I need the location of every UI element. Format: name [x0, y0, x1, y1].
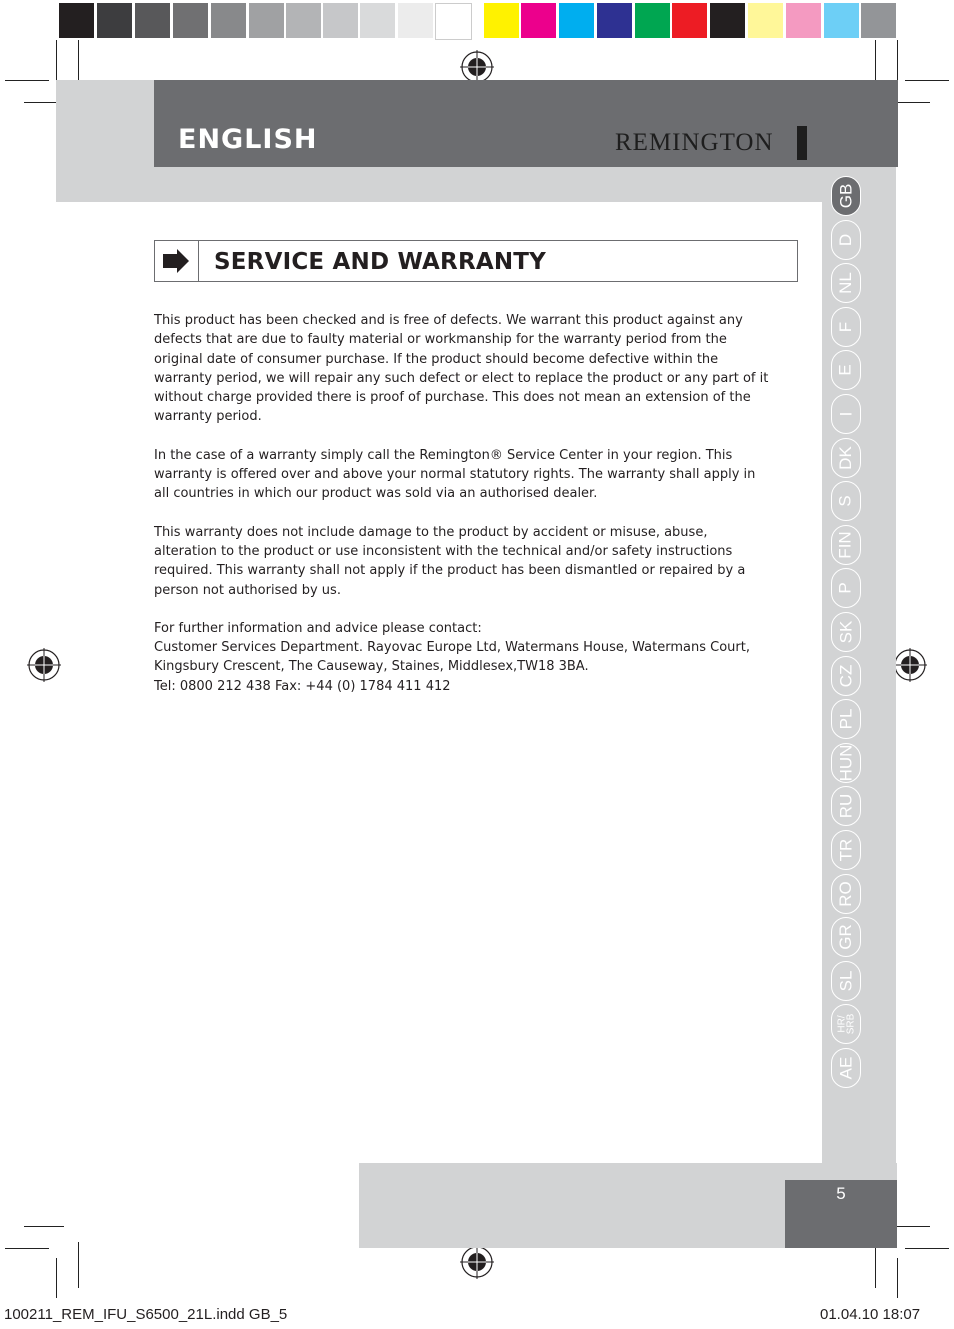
- color-swatch: [97, 3, 132, 38]
- color-swatch: [249, 3, 284, 38]
- crop-mark: [5, 80, 49, 81]
- language-tab-label: SK: [836, 620, 855, 644]
- color-swatch: [748, 3, 783, 38]
- color-swatch: [323, 3, 358, 38]
- brand-logo-bar: [797, 126, 807, 160]
- color-swatch: [597, 3, 632, 38]
- language-tab[interactable]: [831, 830, 861, 870]
- contact-address-line: Customer Services Department. Rayovac Europe Ltd, Watermans House, Watermans Court,: [154, 640, 750, 656]
- color-swatch: [824, 3, 859, 38]
- crop-mark: [78, 1242, 79, 1288]
- language-sidebar: [822, 167, 896, 1163]
- color-swatch: [521, 3, 556, 38]
- color-swatch: [710, 3, 745, 38]
- paragraph: This product has been checked and is free of defects. We warrant this product against any defects that are due to faulty material or workmanship for the warranty period from the original date of consumer purchase. If the product should become defective within the warranty period, we will repair any such defect or elect to replace the product or any part of it without charge provided there is proof of purchase. This does not mean an extension of the warranty period.: [154, 313, 769, 425]
- language-tab[interactable]: [831, 917, 861, 957]
- language-tab[interactable]: [831, 350, 861, 390]
- date-slug: 01.04.10 18:07: [820, 1306, 921, 1323]
- contact-intro: For further information and advice please contact:: [154, 620, 482, 636]
- color-swatch: [635, 3, 670, 38]
- crop-mark: [56, 1258, 57, 1298]
- color-swatch: [435, 3, 472, 40]
- warranty-text: [154, 311, 774, 696]
- page-number-box: [785, 1180, 897, 1248]
- language-tab-label: TR: [835, 838, 855, 862]
- language-tab[interactable]: [831, 612, 861, 652]
- language-tab[interactable]: [831, 699, 861, 739]
- language-tab[interactable]: [831, 1048, 861, 1088]
- section-title: SERVICE AND WARRANTY: [214, 249, 547, 275]
- crop-mark: [875, 1242, 876, 1288]
- language-tab-label: RU: [836, 794, 855, 819]
- page-title: ENGLISH: [178, 124, 318, 155]
- section-heading: [154, 240, 798, 282]
- language-tab[interactable]: [831, 263, 861, 303]
- language-tab[interactable]: [831, 568, 861, 608]
- language-tab-label: FIN: [835, 531, 855, 559]
- language-tab-label: SL: [835, 970, 855, 992]
- language-tab[interactable]: [831, 1004, 861, 1044]
- language-tab-label: D: [836, 233, 855, 246]
- background-panel: [56, 80, 154, 202]
- paragraph: In the case of a warranty simply call the Remington® Service Center in your region. This warranty is offered over and above your normal statutory rights. The warranty shall apply in all countries in which our product was sold via an authorised dealer.: [154, 447, 756, 502]
- language-tab-label: F: [835, 321, 855, 332]
- paragraph: This warranty does not include damage to the product by accident or misuse, abuse, alteration to the product or use inconsistent with the technical and/or safety instructions required. This warranty shall not apply if the product has been dismantled or repaired by a person not authorised by us.: [154, 524, 746, 598]
- language-tab[interactable]: [831, 394, 861, 434]
- page-header: [154, 80, 898, 167]
- color-swatch: [672, 3, 707, 38]
- color-swatch: [173, 3, 208, 38]
- color-swatch: [861, 3, 896, 38]
- page-number: 5: [836, 1184, 846, 1203]
- language-tab-label: E: [836, 364, 855, 377]
- registration-mark-icon: [893, 648, 927, 682]
- language-tab[interactable]: [831, 656, 861, 696]
- color-swatch: [786, 3, 821, 38]
- language-tab-label: CZ: [835, 664, 855, 687]
- color-swatch: [398, 3, 433, 38]
- language-tab-label: GB: [836, 183, 855, 209]
- crop-mark: [897, 40, 898, 80]
- language-tab[interactable]: [831, 786, 861, 826]
- language-tab[interactable]: [831, 176, 861, 216]
- brand-logo: REMINGTON: [615, 129, 774, 156]
- arrow-right-icon: [155, 241, 198, 281]
- language-tab-label: HUN: [836, 744, 855, 782]
- crop-mark: [905, 80, 949, 81]
- file-slug: 100211_REM_IFU_S6500_21L.indd GB_5: [4, 1306, 288, 1323]
- language-tab-label: RO: [836, 880, 855, 907]
- color-swatch: [360, 3, 395, 38]
- crop-mark: [905, 1248, 949, 1249]
- registration-mark-icon: [460, 50, 494, 84]
- crop-mark: [5, 1248, 49, 1249]
- color-swatch: [484, 3, 519, 38]
- footer-band: [359, 1163, 785, 1248]
- contact-address-line: Kingsbury Crescent, The Causeway, Staines, Middlesex,TW18 3BA.: [154, 659, 589, 675]
- background-band: [154, 167, 896, 202]
- color-swatch: [135, 3, 170, 38]
- crop-mark: [897, 1258, 898, 1298]
- footer-band: [785, 1163, 897, 1180]
- language-tab[interactable]: [831, 307, 861, 347]
- language-tab[interactable]: [831, 525, 861, 565]
- language-tab-label: HR/ SRB: [836, 1014, 856, 1035]
- color-swatch: [59, 3, 94, 38]
- language-tab-label: DK: [836, 445, 855, 470]
- crop-mark: [24, 1226, 64, 1227]
- color-swatch: [286, 3, 321, 38]
- registration-mark-icon: [27, 648, 61, 682]
- language-tab[interactable]: [831, 743, 861, 783]
- language-tab-label: GR: [836, 924, 855, 950]
- language-tab[interactable]: [831, 438, 861, 478]
- language-tab-label: S: [836, 495, 855, 507]
- language-tab-label: NL: [835, 272, 855, 295]
- language-tab[interactable]: [831, 220, 861, 260]
- language-tab-label: P: [836, 582, 855, 595]
- language-tab[interactable]: [831, 481, 861, 521]
- color-swatch: [559, 3, 594, 38]
- section-arrow-box: [155, 241, 199, 281]
- language-tab[interactable]: [831, 961, 861, 1001]
- color-swatch: [211, 3, 246, 38]
- language-tab-label: AE: [836, 1056, 855, 1080]
- contact-phone: Tel: 0800 212 438 Fax: +44 (0) 1784 411 412: [154, 678, 451, 694]
- registration-mark-icon: [460, 1245, 494, 1279]
- language-tab-label: I: [835, 411, 855, 417]
- language-tab[interactable]: [831, 874, 861, 914]
- crop-mark: [56, 40, 57, 80]
- language-tab-label: PL: [835, 708, 855, 730]
